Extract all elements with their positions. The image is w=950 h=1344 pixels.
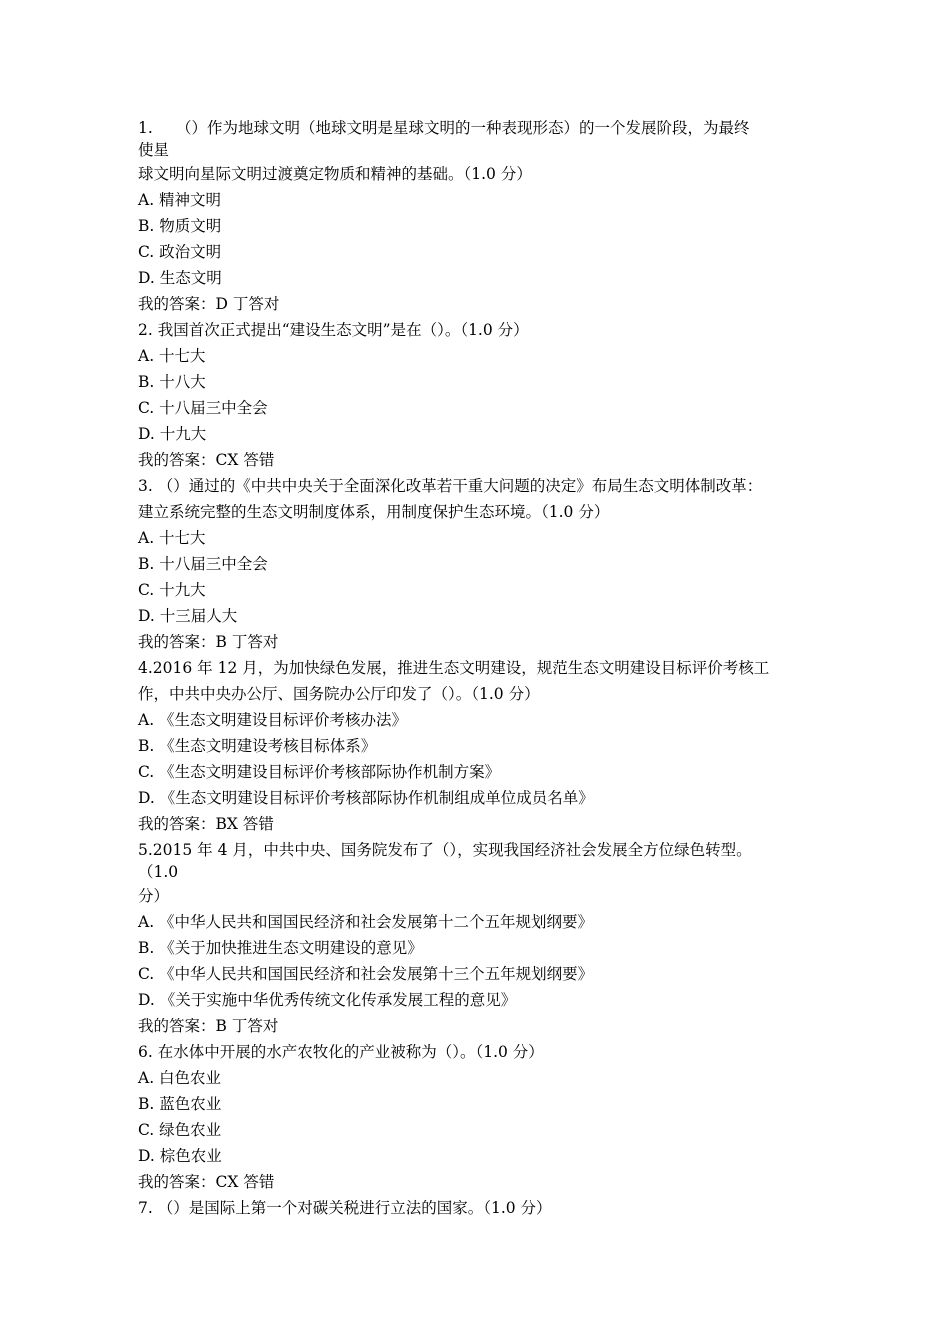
question-4-line-1: 4.2016 年 12 月，为加快绿色发展，推进生态文明建设，规范生态文明建设目标评价考核工 bbox=[138, 659, 770, 677]
answer-line: 我的答案：CX 答错 bbox=[138, 451, 275, 469]
option-line: B. 十八大 bbox=[138, 373, 206, 391]
question-5-line-2: （1.0 bbox=[138, 863, 179, 881]
option-line: A. 十七大 bbox=[138, 347, 206, 365]
option-line: B. 蓝色农业 bbox=[138, 1095, 222, 1113]
answer-line: 我的答案：D 丁答对 bbox=[138, 295, 280, 313]
option-line: D. 《生态文明建设目标评价考核部际协作机制组成单位成员名单》 bbox=[138, 789, 594, 807]
question-1-line-1: 1. （）作为地球文明（地球文明是星球文明的一种表现形态）的一个发展阶段，为最终 bbox=[138, 119, 750, 137]
question-4-line-2: 作，中共中央办公厅、国务院办公厅印发了（）。（1.0 分） bbox=[138, 685, 540, 703]
answer-line: 我的答案：B 丁答对 bbox=[138, 633, 279, 651]
answer-line: 我的答案：BX 答错 bbox=[138, 815, 274, 833]
option-line: D. 十三届人大 bbox=[138, 607, 238, 625]
option-line: C. 十八届三中全会 bbox=[138, 399, 268, 417]
option-line: D. 生态文明 bbox=[138, 269, 222, 287]
option-line: C. 十九大 bbox=[138, 581, 206, 599]
question-1-line-2: 使星 bbox=[138, 141, 170, 159]
question-3-line-2: 建立系统完整的生态文明制度体系，用制度保护生态环境。（1.0 分） bbox=[138, 503, 610, 521]
question-3-line-1: 3. （）通过的《中共中央关于全面深化改革若干重大问题的决定》布局生态文明体制改革： bbox=[138, 477, 763, 495]
answer-line: 我的答案：CX 答错 bbox=[138, 1173, 275, 1191]
question-5-line-1: 5.2015 年 4 月，中共中央、国务院发布了（），实现我国经济社会发展全方位绿色转型。 bbox=[138, 841, 752, 859]
option-line: A. 十七大 bbox=[138, 529, 206, 547]
question-6-line: 6. 在水体中开展的水产农牧化的产业被称为（）。（1.0 分） bbox=[138, 1043, 544, 1061]
option-line: D. 十九大 bbox=[138, 425, 207, 443]
question-1-line-3: 球文明向星际文明过渡奠定物质和精神的基础。（1.0 分） bbox=[138, 165, 532, 183]
option-line: A. 《生态文明建设目标评价考核办法》 bbox=[138, 711, 408, 729]
question-7-line: 7. （）是国际上第一个对碳关税进行立法的国家。（1.0 分） bbox=[138, 1199, 552, 1217]
option-line: A. 《中华人民共和国国民经济和社会发展第十二个五年规划纲要》 bbox=[138, 913, 594, 931]
question-2-line: 2. 我国首次正式提出“建设生态文明”是在（）。（1.0 分） bbox=[138, 321, 529, 339]
option-line: C. 绿色农业 bbox=[138, 1121, 222, 1139]
answer-line: 我的答案：B 丁答对 bbox=[138, 1017, 279, 1035]
option-line: B. 《关于加快推进生态文明建设的意见》 bbox=[138, 939, 423, 957]
option-line: B. 物质文明 bbox=[138, 217, 222, 235]
option-line: C. 政治文明 bbox=[138, 243, 222, 261]
option-line: C. 《中华人民共和国国民经济和社会发展第十三个五年规划纲要》 bbox=[138, 965, 594, 983]
option-line: A. 白色农业 bbox=[138, 1069, 222, 1087]
question-5-line-3: 分） bbox=[138, 887, 170, 905]
option-line: B. 《生态文明建设考核目标体系》 bbox=[138, 737, 377, 755]
option-line: D. 《关于实施中华优秀传统文化传承发展工程的意见》 bbox=[138, 991, 517, 1009]
option-line: C. 《生态文明建设目标评价考核部际协作机制方案》 bbox=[138, 763, 501, 781]
option-line: B. 十八届三中全会 bbox=[138, 555, 268, 573]
option-line: D. 棕色农业 bbox=[138, 1147, 222, 1165]
option-line: A. 精神文明 bbox=[138, 191, 222, 209]
